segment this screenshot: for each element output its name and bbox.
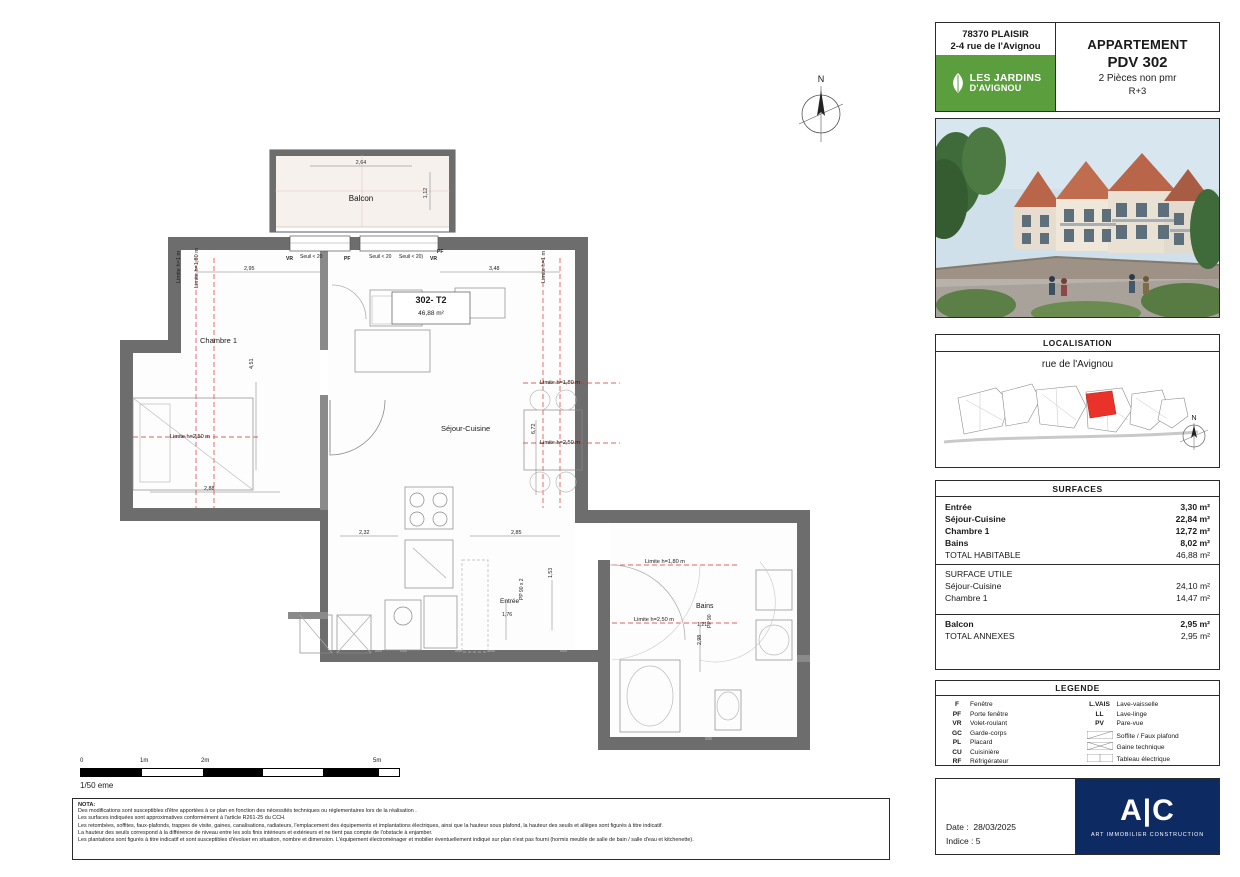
svg-text:N: N	[1191, 415, 1197, 422]
building-render-image	[935, 118, 1220, 318]
date-value: 28/03/2025	[973, 822, 1016, 832]
surface-row-total	[936, 549, 1219, 561]
dim-2-95: 2,95	[244, 266, 255, 272]
logo-line-2: D'AVIGNOU	[969, 82, 1022, 93]
dim-2-85: 2,85	[511, 530, 522, 536]
aic-logo-subtitle: ART IMMOBILIER CONSTRUCTION	[1090, 831, 1205, 838]
legend-value: Fenêtre	[970, 701, 993, 708]
dim-3-48: 3,48	[489, 266, 500, 272]
gaine-swatch-icon	[1083, 742, 1117, 754]
apartment-type: 2 Pièces non pmr	[1098, 73, 1177, 84]
surfaces-title: SURFACES	[936, 481, 1219, 497]
project-postal: 78370 PLAISIR	[962, 29, 1029, 40]
dim-2-88: 2,88	[204, 486, 215, 492]
surface-utile-row	[936, 580, 1219, 592]
svg-text:Balcon: Balcon	[348, 194, 374, 203]
legend-key: VR	[952, 720, 962, 728]
nota-box	[72, 798, 890, 860]
localisation-street: rue de l'Avignou	[1041, 359, 1114, 370]
annot-pp-1: PP 90 x 2	[519, 578, 525, 600]
annot-vr-1: VR	[286, 256, 293, 262]
surfaces-box	[935, 480, 1220, 670]
legend-column-1	[944, 700, 1073, 767]
legend-key: L.VAIS	[1089, 701, 1110, 708]
soffite-swatch-icon	[1083, 731, 1117, 743]
surface-value: 14,47 m²	[1176, 593, 1210, 603]
date-label: Date :	[946, 822, 969, 832]
surface-value: 22,84 m²	[1175, 514, 1210, 524]
apartment-title: APPARTEMENT	[1087, 37, 1188, 52]
limit-label-8: Limite h=2,50 m	[634, 617, 674, 623]
surface-utile-row	[936, 592, 1219, 604]
legend-box	[935, 680, 1220, 766]
legend-value: Garde-corps	[970, 729, 1007, 737]
title-block-header	[935, 22, 1220, 112]
nota-line-5: Les plantations sont figurés à titre indicatif et sont susceptibles d'évoluer en situation, nombre et dimension. L'équipement électroménager et mobilier éventuellement indiqué sur plan n'est pas fourni (hormis meuble de salle de bain / salle d'eau et kitchenette).	[78, 837, 694, 844]
svg-text:2,64: 2,64	[355, 160, 367, 166]
surface-value: 12,72 m²	[1175, 526, 1210, 536]
dim-6-72: 6,72	[531, 423, 537, 434]
footer-block	[935, 778, 1220, 855]
scale-tick-0: 0	[80, 758, 84, 764]
annot-vr-2: VR	[430, 256, 437, 262]
legend-value: Réfrigérateur	[970, 758, 1009, 766]
surface-label: Chambre 1	[945, 526, 990, 536]
limit-label-7: Limite h=1,80 m	[645, 559, 685, 565]
annex-label: TOTAL ANNEXES	[945, 631, 1015, 641]
legend-key: RF	[952, 758, 962, 766]
nota-title: NOTA:	[78, 802, 96, 808]
apartment-ref: PDV 302	[1107, 54, 1168, 71]
scale-tick-1: 1m	[140, 758, 149, 764]
project-address: 2-4 rue de l'Avignou	[950, 40, 1041, 52]
annot-pf-1: PF	[344, 256, 351, 262]
legend-value: Soffite / Faux plafond	[1116, 732, 1179, 740]
dim-1-76: 1,76	[502, 612, 513, 618]
annot-seuil-1: Seuil < 20	[300, 254, 323, 260]
surface-value: 8,02 m²	[1180, 538, 1210, 548]
legend-value: Gaine technique	[1116, 744, 1165, 752]
annot-seuil-3: Seuil < 20)	[399, 254, 424, 260]
surface-label: Séjour-Cuisine	[945, 514, 1006, 524]
limit-label-6: Limite h=2,50 m	[540, 440, 580, 446]
logo-line-1: LES JARDINS	[969, 71, 1042, 84]
surface-label: Bains	[945, 538, 969, 548]
scale-tick-2: 2m	[201, 758, 210, 764]
project-identity	[936, 23, 1056, 111]
dim-1-21: 1,21	[697, 622, 708, 628]
surface-label: Chambre 1	[945, 593, 988, 603]
project-logo	[936, 55, 1055, 111]
scale-label: 1/50 eme	[80, 781, 114, 790]
nota-line-2: Les surfaces indiquées sont approximatives conformément à l'article R261-25 du CCH.	[78, 815, 286, 822]
annex-label: Balcon	[945, 619, 974, 629]
north-compass	[795, 72, 847, 144]
limit-label-1: Limite h=1 m	[176, 250, 182, 283]
legend-value: Lave-vaisselle	[1116, 701, 1159, 708]
legend-key: PF	[952, 710, 962, 718]
scale-tick-3: 5m	[373, 758, 382, 764]
limit-label-3: Limite h=2,50 m	[170, 434, 210, 440]
surface-label: TOTAL HABITABLE	[945, 550, 1021, 560]
surface-row	[936, 513, 1219, 525]
legend-key: GC	[952, 729, 962, 737]
legend-key: F	[954, 701, 960, 708]
limit-label-4: Limite h=1 m	[541, 250, 547, 283]
svg-text:1,12: 1,12	[423, 187, 429, 199]
legend-column-2	[1083, 700, 1212, 767]
legend-key: LL	[1095, 710, 1104, 718]
aic-logo-text: A|C	[1120, 793, 1175, 827]
surface-row	[936, 525, 1219, 537]
legend-value: Placard	[970, 739, 993, 747]
localisation-compass-icon	[1177, 412, 1211, 452]
room-label-sejour: Séjour-Cuisine	[441, 424, 491, 433]
dim-1-53: 1,53	[548, 567, 554, 578]
annex-value: 2,95 m²	[1180, 619, 1210, 629]
apartment-level: R+3	[1128, 86, 1147, 97]
legend-title: LEGENDE	[936, 681, 1219, 696]
annex-value: 2,95 m²	[1180, 631, 1210, 641]
nota-line-3: Les retombées, soffites, faux-plafonds, trappes de visite, gaines, canalisations, radiateurs, l'emplacement des équipements et implantations électriques, ainsi que la hauteur sous plafond, la hauteur des seuils et allèges sont figurés à titre indicatif.	[78, 822, 663, 829]
localisation-site-plan	[936, 370, 1219, 458]
legend-value: Tableau électrique	[1116, 755, 1171, 763]
surface-label: Séjour-Cuisine	[945, 581, 1002, 591]
dim-2-98: 2,98	[697, 634, 703, 645]
indice-label: Indice :	[946, 836, 974, 846]
surface-row	[936, 537, 1219, 549]
tableau-swatch-icon	[1083, 754, 1117, 766]
indice-value: 5	[975, 836, 981, 846]
svg-text:N: N	[817, 74, 825, 84]
unit-area: 46,88 m²	[418, 310, 444, 317]
legend-value: Volet-roulant	[970, 720, 1008, 728]
nota-line-4: La hauteur des seuils correspond à la différence de niveau entre les sols finis intérieurs et extérieurs et ne tient pas compte de l'obstacle à enjamber.	[78, 829, 433, 836]
legend-key: CU	[952, 748, 962, 756]
apartment-identity	[1056, 23, 1219, 111]
dim-4-51: 4,51	[249, 358, 255, 369]
annot-pp-2: PP 90	[707, 614, 713, 628]
room-label-entree: Entrée	[500, 598, 520, 605]
surface-label: Entrée	[945, 502, 972, 512]
surface-value: 46,88 m²	[1176, 550, 1210, 560]
nota-line-1: Des modifications sont susceptibles d'être apportées à ce plan en fonction des nécessités techniques ou réglementaires lors de la réalisation .	[78, 808, 417, 814]
annot-seuil-2: Seuil < 20	[369, 254, 392, 260]
legend-value: Lave-linge	[1116, 710, 1147, 718]
footer-meta	[936, 779, 1076, 854]
legend-key: PV	[1095, 720, 1104, 728]
legend-key: PL	[952, 739, 962, 747]
leaf-icon	[950, 72, 966, 94]
limit-label-2: Limite h=1,80 m	[194, 248, 200, 288]
annex-row-total	[936, 630, 1219, 642]
unit-label: 302- T2	[415, 295, 447, 305]
legend-value: Porte fenêtre	[970, 710, 1009, 718]
scale-bar	[80, 758, 400, 790]
surface-row	[936, 501, 1219, 513]
surface-utile-label: SURFACE UTILE	[945, 569, 1013, 579]
annex-row	[936, 618, 1219, 630]
aic-logo	[1076, 779, 1219, 854]
surface-value: 3,30 m²	[1180, 502, 1210, 512]
surface-value: 24,10 m²	[1176, 581, 1210, 591]
room-label-chambre: Chambre 1	[200, 336, 238, 345]
surface-utile-title	[936, 568, 1219, 580]
legend-value: Pare-vue	[1116, 720, 1144, 728]
dim-2-32: 2,32	[359, 530, 370, 536]
localisation-title: LOCALISATION	[936, 335, 1219, 352]
legend-value: Cuisinière	[970, 748, 1000, 756]
localisation-box	[935, 334, 1220, 468]
room-label-bains: Bains	[696, 603, 714, 610]
limit-label-5: Limite h=1,80 m	[540, 380, 580, 386]
annot-pf-2: PF	[437, 249, 444, 255]
